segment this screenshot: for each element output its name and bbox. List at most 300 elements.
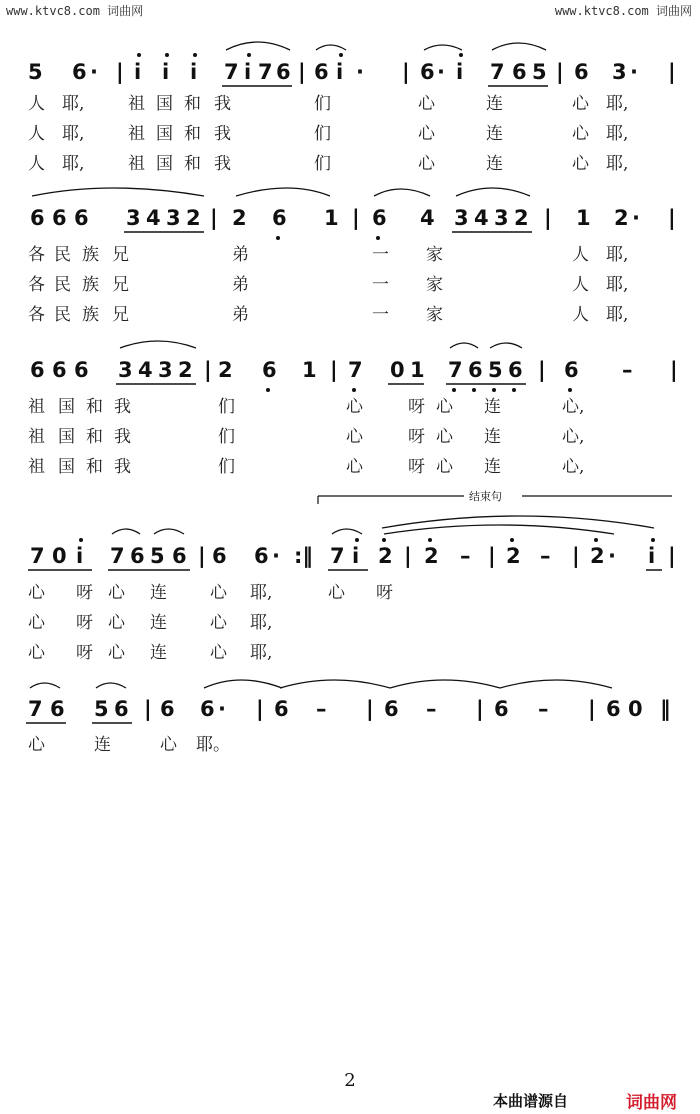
lyric: 心 — [328, 583, 345, 603]
lyric: 心, — [562, 457, 585, 477]
slur — [30, 683, 60, 688]
high-octave-dot — [165, 53, 169, 57]
dash: – — [540, 544, 551, 568]
lyric: 连 — [486, 94, 503, 114]
note: 6 — [606, 697, 621, 721]
note: 6 — [114, 697, 129, 721]
lyric: 祖 — [28, 457, 45, 477]
dash: – — [460, 544, 471, 568]
lyric: 耶, — [62, 124, 85, 144]
lyric: 心, — [562, 397, 585, 417]
note: 5 — [532, 60, 547, 84]
high-octave-dot — [247, 53, 251, 57]
lyric: 呀 — [76, 583, 93, 603]
barline: | — [488, 544, 496, 568]
note: 2 — [178, 358, 193, 382]
lyric: 心 — [28, 643, 45, 663]
lyric: 国 — [156, 94, 173, 114]
lyric: 心 — [436, 397, 453, 417]
slur — [316, 45, 346, 50]
lyric: 连 — [150, 643, 167, 663]
lyric: 们 — [314, 124, 331, 144]
lyric: 们 — [218, 397, 235, 417]
lyric: 心 — [210, 613, 227, 633]
lyric: 弟 — [232, 245, 249, 265]
lyric: 连 — [150, 583, 167, 603]
barline: | — [668, 544, 676, 568]
system-1 — [28, 42, 676, 174]
high-octave-dot — [459, 53, 463, 57]
note: 4 — [146, 206, 161, 230]
note: 6 — [52, 358, 67, 382]
final-barline: ‖ — [660, 697, 671, 721]
lyric: 国 — [58, 397, 75, 417]
high-octave-dot — [137, 53, 141, 57]
system-3 — [28, 341, 678, 477]
note: i — [336, 60, 344, 84]
repeat-sign: :‖ — [294, 544, 313, 568]
note: 7 — [330, 544, 345, 568]
lyric: 弟 — [232, 305, 249, 325]
dash: – — [538, 697, 549, 721]
lyric: 耶, — [62, 94, 85, 114]
lyric: 民 — [54, 245, 71, 265]
high-octave-dot — [510, 538, 514, 542]
barline: | — [670, 358, 678, 382]
note: 2 — [186, 206, 201, 230]
lyric: 心 — [28, 583, 45, 603]
note: 6 — [160, 697, 175, 721]
slur — [120, 341, 196, 348]
lyric: 耶, — [250, 643, 273, 663]
note: 6 — [212, 544, 227, 568]
note: i — [352, 544, 360, 568]
lyric: 心 — [28, 735, 45, 755]
note: 7 — [348, 358, 363, 382]
lyrics-verse-1 — [28, 245, 628, 265]
note: 6 — [200, 697, 215, 721]
augmentation-dot: · — [272, 544, 280, 568]
note: 6 — [172, 544, 187, 568]
barline: | — [116, 60, 124, 84]
note: i — [244, 60, 252, 84]
lyric: 心 — [108, 613, 125, 633]
lyric: 一 — [372, 275, 389, 295]
lyric: 和 — [86, 427, 103, 447]
lyric: 祖 — [28, 427, 45, 447]
lyric: 族 — [82, 275, 99, 295]
high-octave-dot — [79, 538, 83, 542]
lyric: 心 — [436, 457, 453, 477]
source-note: 本曲谱源自 — [493, 1092, 569, 1110]
lyric: 弟 — [232, 275, 249, 295]
note: 6 — [564, 358, 579, 382]
dash: – — [622, 358, 633, 382]
system-5 — [26, 680, 671, 755]
note: i — [456, 60, 464, 84]
lyric: 耶, — [606, 275, 629, 295]
barline: | — [204, 358, 212, 382]
note: i — [190, 60, 198, 84]
slur — [154, 529, 184, 534]
lyrics-verse-1 — [28, 735, 230, 755]
note: 6 — [420, 60, 435, 84]
augmentation-dot: · — [630, 60, 638, 84]
note: 4 — [138, 358, 153, 382]
lyric: 呀 — [76, 613, 93, 633]
lyric: 族 — [82, 245, 99, 265]
note: 2 — [378, 544, 393, 568]
lyric: 耶, — [62, 154, 85, 174]
lyric: 心 — [572, 94, 589, 114]
high-octave-dot — [382, 538, 386, 542]
low-octave-dot — [472, 388, 476, 392]
slur — [450, 343, 478, 348]
note: 2 — [590, 544, 605, 568]
lyric: 心 — [28, 613, 45, 633]
site-watermark-left: www.ktvc8.com 词曲网 — [6, 4, 144, 18]
note: 6 — [274, 697, 289, 721]
lyric: 兄 — [112, 275, 129, 295]
ending-label: 结束句 — [469, 490, 502, 503]
note: 5 — [28, 60, 43, 84]
barline: | — [556, 60, 564, 84]
note: 6 — [574, 60, 589, 84]
lyric: 心, — [562, 427, 585, 447]
note: 7 — [448, 358, 463, 382]
lyrics-verse-1 — [28, 583, 393, 603]
slur — [424, 45, 462, 50]
note: 6 — [262, 358, 277, 382]
lyric: 呀 — [376, 583, 393, 603]
note: 1 — [324, 206, 339, 230]
lyric: 我 — [214, 154, 231, 174]
rest: 0 — [628, 697, 643, 721]
barline: | — [404, 544, 412, 568]
note: 3 — [158, 358, 173, 382]
high-octave-dot — [651, 538, 655, 542]
barline: | — [352, 206, 360, 230]
note: 7 — [30, 544, 45, 568]
lyric: 连 — [484, 397, 501, 417]
lyric: 我 — [114, 427, 131, 447]
lyric: 心 — [210, 583, 227, 603]
lyrics-verse-3 — [28, 305, 628, 325]
slur — [492, 43, 546, 50]
note: 2 — [514, 206, 529, 230]
note: 6 — [30, 358, 45, 382]
lyric: 们 — [314, 94, 331, 114]
tie — [384, 525, 614, 534]
barline: | — [572, 544, 580, 568]
note: 3 — [118, 358, 133, 382]
site-watermark-right: www.ktvc8.com 词曲网 — [554, 4, 692, 18]
lyric: 祖 — [28, 397, 45, 417]
lyric: 祖 — [128, 124, 145, 144]
lyric: 我 — [114, 457, 131, 477]
lyric: 连 — [150, 613, 167, 633]
lyric: 心 — [346, 457, 363, 477]
augmentation-dot: · — [218, 697, 226, 721]
augmentation-dot: · — [90, 60, 98, 84]
lyric: 心 — [346, 397, 363, 417]
high-octave-dot — [355, 538, 359, 542]
note: 6 — [508, 358, 523, 382]
note: 6 — [314, 60, 329, 84]
lyric: 心 — [108, 583, 125, 603]
low-octave-dot — [352, 388, 356, 392]
lyric: 们 — [314, 154, 331, 174]
lyric: 兄 — [112, 245, 129, 265]
augmentation-dot: · — [356, 60, 364, 84]
low-octave-dot — [266, 388, 270, 392]
barline: | — [298, 60, 306, 84]
note: 6 — [50, 697, 65, 721]
lyric: 兄 — [112, 305, 129, 325]
lyric: 心 — [436, 427, 453, 447]
lyrics-verse-2 — [28, 427, 584, 447]
lyric: 和 — [86, 397, 103, 417]
lyric: 人 — [572, 275, 589, 295]
lyric: 各 — [28, 305, 45, 325]
note: 7 — [224, 60, 239, 84]
note: 3 — [612, 60, 627, 84]
note: 2 — [614, 206, 629, 230]
barline: | — [668, 206, 676, 230]
note: 2 — [424, 544, 439, 568]
note: 6 — [130, 544, 145, 568]
note: 1 — [302, 358, 317, 382]
lyric: 国 — [58, 427, 75, 447]
lyrics-verse-2 — [28, 124, 628, 144]
note: 6 — [52, 206, 67, 230]
note: 2 — [218, 358, 233, 382]
lyric: 们 — [218, 427, 235, 447]
low-octave-dot — [452, 388, 456, 392]
rest: 0 — [52, 544, 67, 568]
lyric: 人 — [28, 124, 45, 144]
barline: | — [330, 358, 338, 382]
lyric: 耶, — [606, 94, 629, 114]
note: 3 — [166, 206, 181, 230]
lyric: 我 — [214, 124, 231, 144]
lyric: 家 — [426, 245, 443, 265]
lyric: 耶, — [606, 124, 629, 144]
lyric: 心 — [418, 154, 435, 174]
lyrics-verse-3 — [28, 457, 584, 477]
lyric: 祖 — [128, 154, 145, 174]
lyric: 连 — [484, 427, 501, 447]
lyric: 我 — [114, 397, 131, 417]
low-octave-dot — [276, 236, 280, 240]
slur — [490, 343, 522, 348]
lyric: 耶, — [606, 245, 629, 265]
lyric: 连 — [94, 735, 111, 755]
barline: | — [538, 358, 546, 382]
note: 3 — [454, 206, 469, 230]
slur — [236, 188, 330, 196]
note: 6 — [468, 358, 483, 382]
note: 3 — [494, 206, 509, 230]
tie — [204, 680, 282, 688]
note: i — [162, 60, 170, 84]
note: 1 — [410, 358, 425, 382]
lyric: 连 — [486, 124, 503, 144]
lyric: 一 — [372, 245, 389, 265]
high-octave-dot — [428, 538, 432, 542]
page-number: 2 — [344, 1070, 356, 1091]
slur — [456, 188, 530, 196]
low-octave-dot — [376, 236, 380, 240]
note: 6 — [254, 544, 269, 568]
lyric: 民 — [54, 305, 71, 325]
slur — [32, 188, 204, 196]
lyric: 国 — [58, 457, 75, 477]
slur — [112, 529, 140, 534]
note: i — [134, 60, 142, 84]
site-logo[interactable]: 词曲网 — [626, 1093, 677, 1113]
note: i — [648, 544, 656, 568]
slur — [96, 683, 126, 688]
lyric: 呀 — [408, 397, 425, 417]
lyric: 心 — [572, 124, 589, 144]
lyric: 人 — [572, 245, 589, 265]
barline: | — [476, 697, 484, 721]
lyric: 们 — [218, 457, 235, 477]
note: 2 — [506, 544, 521, 568]
dash: – — [316, 697, 327, 721]
lyric: 一 — [372, 305, 389, 325]
note: 1 — [576, 206, 591, 230]
lyric: 和 — [184, 124, 201, 144]
lyric: 耶, — [250, 583, 273, 603]
lyrics-verse-1 — [28, 397, 584, 417]
lyric: 各 — [28, 245, 45, 265]
lyric: 心 — [160, 735, 177, 755]
low-octave-dot — [492, 388, 496, 392]
high-octave-dot — [339, 53, 343, 57]
note: 7 — [258, 60, 273, 84]
note: 3 — [126, 206, 141, 230]
lyric: 呀 — [408, 457, 425, 477]
augmentation-dot: · — [632, 206, 640, 230]
lyrics-verse-2 — [28, 275, 628, 295]
lyric: 耶。 — [196, 735, 230, 755]
low-octave-dot — [512, 388, 516, 392]
note: i — [76, 544, 84, 568]
lyric: 我 — [214, 94, 231, 114]
low-octave-dot — [568, 388, 572, 392]
tie — [280, 680, 390, 688]
note: 4 — [474, 206, 489, 230]
barline: | — [256, 697, 264, 721]
note: 5 — [488, 358, 503, 382]
lyric: 连 — [486, 154, 503, 174]
lyric: 和 — [184, 154, 201, 174]
lyrics-verse-2 — [28, 613, 272, 633]
lyric: 人 — [28, 94, 45, 114]
lyric: 心 — [418, 94, 435, 114]
barline: | — [668, 60, 676, 84]
barline: | — [198, 544, 206, 568]
note: 4 — [420, 206, 435, 230]
lyric: 心 — [418, 124, 435, 144]
lyric: 呀 — [408, 427, 425, 447]
note: 6 — [276, 60, 291, 84]
barline: | — [588, 697, 596, 721]
lyric: 心 — [572, 154, 589, 174]
lyric: 家 — [426, 305, 443, 325]
note: 7 — [28, 697, 43, 721]
lyric: 祖 — [128, 94, 145, 114]
rest: 0 — [390, 358, 405, 382]
lyric: 和 — [184, 94, 201, 114]
high-octave-dot — [594, 538, 598, 542]
note: 6 — [74, 358, 89, 382]
barline: | — [366, 697, 374, 721]
lyric: 国 — [156, 124, 173, 144]
barline: | — [402, 60, 410, 84]
system-2 — [28, 188, 676, 325]
augmentation-dot: · — [608, 544, 616, 568]
note: 6 — [372, 206, 387, 230]
lyric: 心 — [210, 643, 227, 663]
lyric: 国 — [156, 154, 173, 174]
note: 6 — [494, 697, 509, 721]
note: 2 — [232, 206, 247, 230]
lyric: 人 — [28, 154, 45, 174]
lyric: 和 — [86, 457, 103, 477]
note: 6 — [272, 206, 287, 230]
note: 7 — [110, 544, 125, 568]
barline: | — [544, 206, 552, 230]
lyric: 族 — [82, 305, 99, 325]
lyrics-verse-1 — [28, 94, 628, 114]
note: 6 — [384, 697, 399, 721]
note: 6 — [30, 206, 45, 230]
lyrics-verse-3 — [28, 154, 628, 174]
note: 7 — [490, 60, 505, 84]
note: 6 — [512, 60, 527, 84]
note: 5 — [94, 697, 109, 721]
note: 5 — [150, 544, 165, 568]
lyric: 耶, — [606, 305, 629, 325]
dash: – — [426, 697, 437, 721]
slur — [332, 529, 362, 534]
note: 6 — [72, 60, 87, 84]
note: 6 — [74, 206, 89, 230]
barline: | — [210, 206, 218, 230]
lyric: 家 — [426, 275, 443, 295]
lyric: 连 — [484, 457, 501, 477]
augmentation-dot: · — [437, 60, 445, 84]
barline: | — [144, 697, 152, 721]
lyric: 各 — [28, 275, 45, 295]
slur — [374, 189, 430, 196]
lyrics-verse-3 — [28, 643, 272, 663]
tie — [500, 680, 612, 688]
lyric: 民 — [54, 275, 71, 295]
slur — [226, 42, 290, 50]
lyric: 耶, — [250, 613, 273, 633]
lyric: 人 — [572, 305, 589, 325]
lyric: 心 — [108, 643, 125, 663]
lyric: 耶, — [606, 154, 629, 174]
tie — [382, 516, 654, 528]
tie — [390, 680, 500, 688]
lyric: 心 — [346, 427, 363, 447]
system-4 — [28, 489, 676, 663]
